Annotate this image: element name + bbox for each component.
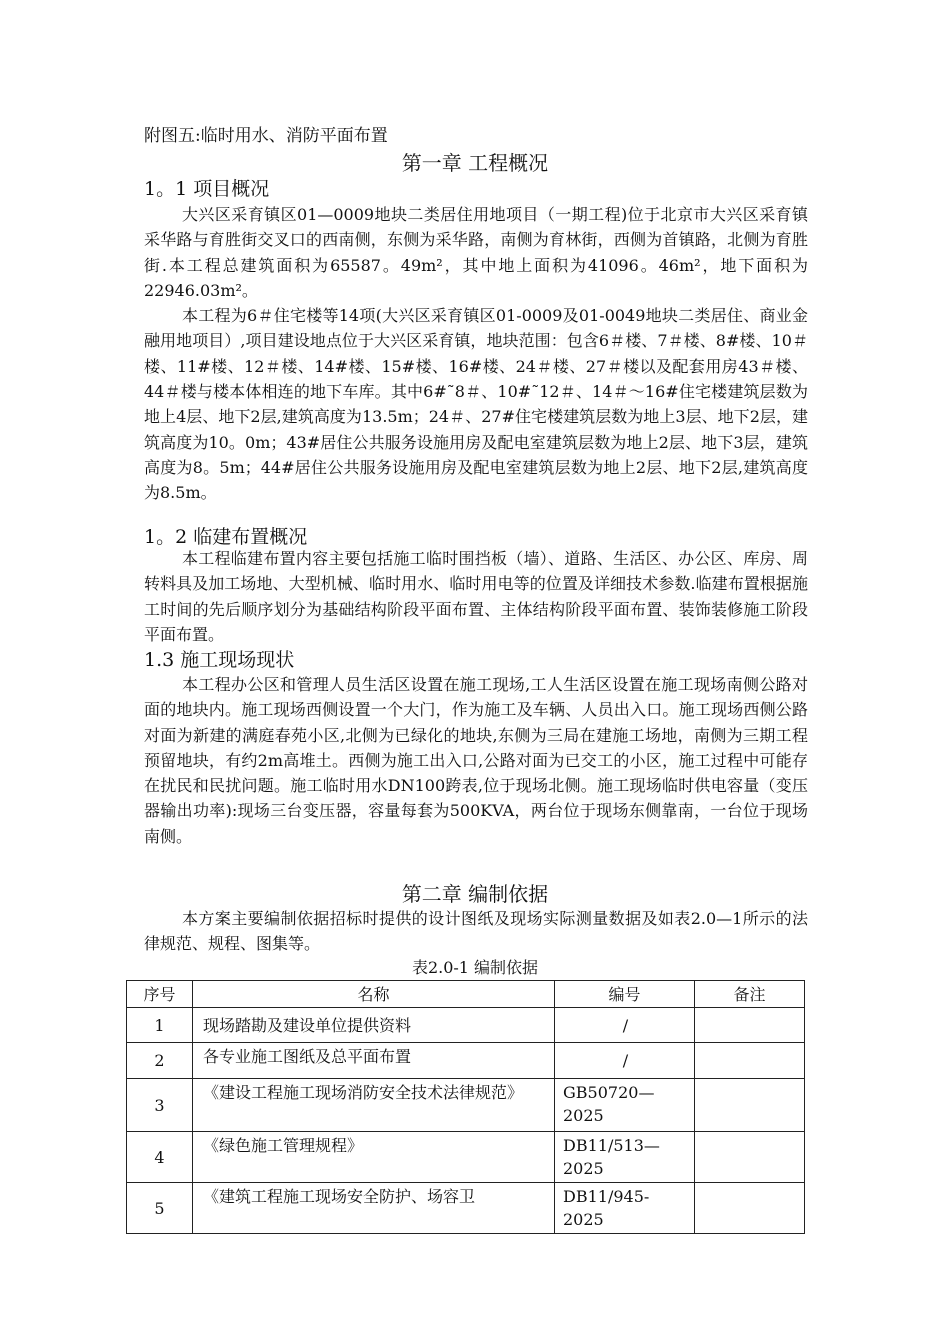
- basis-table: [126, 980, 805, 1234]
- row-code: GB50720—2025: [555, 1079, 695, 1132]
- section-1-2-body: [144, 546, 808, 647]
- table-caption: 表2.0-1 编制依据: [411, 958, 539, 977]
- row-no: 3: [127, 1079, 193, 1132]
- row-note: [695, 1183, 805, 1234]
- table-row: [127, 1008, 805, 1043]
- row-name: 各专业施工图纸及总平面布置: [193, 1043, 555, 1079]
- section-1-2-title: 1。2 临建布置概况: [144, 526, 308, 548]
- row-code: /: [555, 1008, 695, 1043]
- paragraph: 本工程为6＃住宅楼等14项(大兴区采育镇区01-0009及01-0049地块二类居住、商业金融用地项目）,项目建设地点位于大兴区采育镇，地块范围：包含6＃楼、7＃楼、8#楼、10＃楼、11#楼、12＃楼、14#楼、15#楼、16#楼、24＃楼、27＃楼以及配套用房43＃楼、44＃楼与楼本体相连的地下车库。其中6#˜8＃、10#˜12＃、14＃～16#住宅楼建筑层数为地上4层、地下2层,建筑高度为13.5m；24＃、27#住宅楼建筑层数为地上3层、地下2层，建筑高度为10。0m；43#居住公共服务设施用房及配电室建筑层数为地上2层、地下3层，建筑高度为8。5m；44#居住公共服务设施用房及配电室建筑层数为地上2层、地下2层,建筑高度为8.5m。: [144, 306, 808, 503]
- row-no: 2: [127, 1043, 193, 1079]
- row-code: /: [555, 1043, 695, 1079]
- paragraph: 本工程办公区和管理人员生活区设置在施工现场,工人生活区设置在施工现场南侧公路对面的地块内。施工现场西侧设置一个大门，作为施工及车辆、人员出入口。施工现场西侧公路对面为新建的满庭春苑小区,北侧为已绿化的地块,东侧为三局在建施工场地，南侧为三期工程预留地块，有约2m高堆土。西侧为施工出入口,公路对面为已交工的小区，施工过程中可能存在扰民和民扰问题。施工临时用水DN100跨表,位于现场北侧。施工现场临时供电容量（变压器输出功率):现场三台变压器，容量每套为500KVA，两台位于现场东侧靠南，一台位于现场南侧。: [144, 675, 808, 846]
- chapter-1-title: 第一章 工程概况: [401, 151, 549, 175]
- section-1-1-title: 1。1 项目概况: [144, 178, 270, 200]
- row-code-text: DB11/513—2025: [563, 1136, 660, 1178]
- row-no: 4: [127, 1132, 193, 1183]
- row-name: 《建设工程施工现场消防安全技术法律规范》: [193, 1079, 555, 1132]
- section-1-3-title: 1.3 施工现场现状: [144, 649, 295, 671]
- paragraph: 本工程临建布置内容主要包括施工临时围挡板（墙）、道路、生活区、办公区、库房、周转料具及加工场地、大型机械、临时用水、临时用电等的位置及详细技术参数.临建布置根据施工时间的先后顺序划分为基础结构阶段平面布置、主体结构阶段平面布置、装饰装修施工阶段平面布置。: [144, 549, 808, 644]
- table-header-row: [127, 981, 805, 1008]
- header-name: 名称: [193, 981, 555, 1008]
- section-1-3-body: [144, 672, 808, 849]
- paragraph: 本方案主要编制依据招标时提供的设计图纸及现场实际测量数据及如表2.0—1所示的法律规范、规程、图集等。: [144, 909, 808, 954]
- table-row: [127, 1132, 805, 1183]
- row-name: 《绿色施工管理规程》: [193, 1132, 555, 1183]
- header-note: 备注: [695, 981, 805, 1008]
- chapter-2-title: 第二章 编制依据: [401, 882, 549, 906]
- row-code: [555, 1132, 695, 1183]
- row-note: [695, 1132, 805, 1183]
- figure-caption: 附图五:临时用水、消防平面布置: [144, 126, 388, 146]
- row-no: 5: [127, 1183, 193, 1234]
- section-1-1-body: [144, 202, 808, 506]
- table-row: [127, 1079, 805, 1132]
- row-note: [695, 1079, 805, 1132]
- chapter-2-body: [144, 906, 808, 957]
- table-row: [127, 1043, 805, 1079]
- row-no: 1: [127, 1008, 193, 1043]
- paragraph: 大兴区采育镇区01—0009地块二类居住用地项目（一期工程)位于北京市大兴区采育镇采华路与育胜街交叉口的西南侧，东侧为采华路，南侧为育林街，西侧为首镇路，北侧为育胜街.本工程总建筑面积为65587。49m²，其中地上面积为41096。46m²，地下面积为22946.03m²。: [144, 205, 808, 300]
- row-name: 《建筑工程施工现场安全防护、场容卫: [193, 1183, 555, 1234]
- row-code: DB11/945-2025: [555, 1183, 695, 1234]
- table-row: [127, 1183, 805, 1234]
- header-no: 序号: [127, 981, 193, 1008]
- header-code: 编号: [555, 981, 695, 1008]
- row-note: [695, 1043, 805, 1079]
- row-note: [695, 1008, 805, 1043]
- row-name: 现场踏勘及建设单位提供资料: [193, 1008, 555, 1043]
